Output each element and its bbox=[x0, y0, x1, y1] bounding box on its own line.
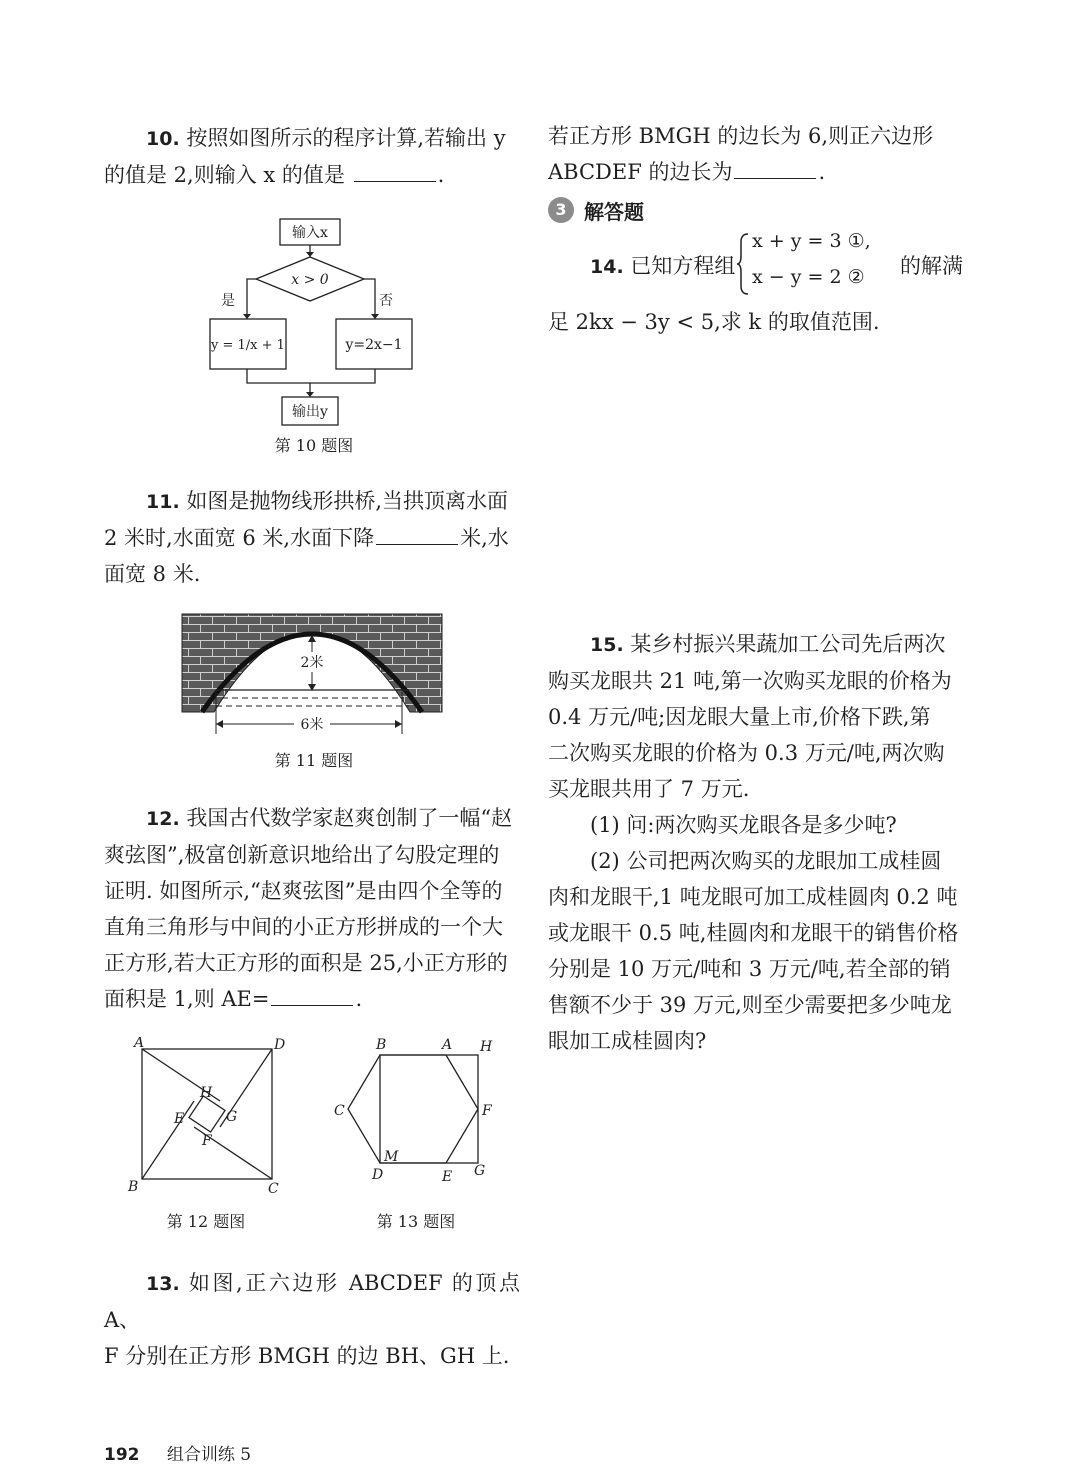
section-heading bbox=[548, 194, 644, 226]
q15-line4: 二次购买龙眼的价格为 0.3 万元/吨,两次购 bbox=[548, 741, 945, 765]
q12-number: 12. bbox=[146, 808, 180, 830]
system-brace-icon bbox=[736, 232, 750, 296]
q15-line3: 0.4 万元/吨;因龙眼大量上市,价格下跌,第 bbox=[548, 705, 931, 729]
q11-text3: 米,水 bbox=[460, 526, 509, 550]
q12-line5: 正方形,若大正方形的面积是 25,小正方形的 bbox=[104, 951, 508, 975]
section-title: 解答题 bbox=[584, 199, 644, 224]
q13-label-F: F bbox=[482, 1103, 492, 1119]
q15-part2-2: 肉和龙眼干,1 吨龙眼可加工成桂圆肉 0.2 吨 bbox=[548, 885, 958, 909]
q15-line5: 买龙眼共用了 7 万元. bbox=[548, 777, 750, 801]
q14-line2: 足 2kx − 3y < 5,求 k 的取值范围. bbox=[548, 310, 880, 334]
zhao-shuang-diagram bbox=[142, 1049, 272, 1179]
q12-q13-figures bbox=[104, 1037, 520, 1247]
page-number: 192 bbox=[104, 1445, 140, 1465]
q12-line2: 爽弦图”,极富创新意识地给出了勾股定理的 bbox=[104, 843, 500, 867]
q13-label-H: H bbox=[480, 1039, 493, 1055]
q10-period: . bbox=[437, 163, 445, 187]
q14-eq1: x + y = 3 ①, bbox=[752, 230, 871, 252]
q11-text2: 2 米时,水面宽 6 米,水面下降 bbox=[104, 526, 375, 550]
q15-text1: 某乡村振兴果蔬加工公司先后两次 bbox=[630, 632, 946, 656]
q13-line1 bbox=[104, 1265, 520, 1338]
q11-line2 bbox=[104, 520, 520, 556]
q13-label-A: A bbox=[442, 1037, 453, 1053]
left-column bbox=[104, 120, 520, 1374]
q12-line6 bbox=[104, 981, 520, 1017]
q13-label-D: D bbox=[372, 1167, 384, 1183]
q12-line3: 证明. 如图所示,“赵爽弦图”是由四个全等的 bbox=[104, 879, 503, 903]
q15-part2-4: 分别是 10 万元/吨和 3 万元/吨,若全部的销 bbox=[548, 957, 951, 981]
q13-line4 bbox=[548, 154, 966, 190]
q11-caption: 第 11 题图 bbox=[274, 751, 354, 770]
q12-label-C: C bbox=[268, 1181, 279, 1197]
page-footer bbox=[104, 1440, 251, 1465]
q15-part2-3: 或龙眼干 0.5 吨,桂圆肉和龙眼干的销售价格 bbox=[548, 921, 959, 945]
q11-text: 如图是抛物线形拱桥,当拱顶离水面 bbox=[186, 489, 509, 513]
q12-label-E: E bbox=[174, 1111, 185, 1127]
q14-lead bbox=[590, 250, 735, 280]
q13-label-M: M bbox=[384, 1149, 399, 1165]
q12-caption: 第 12 题图 bbox=[166, 1212, 246, 1231]
q12-text1: 我国古代数学家赵爽创制了一幅“赵 bbox=[186, 806, 513, 830]
q11-line3: 面宽 8 米. bbox=[104, 562, 201, 586]
q13-label-G: G bbox=[474, 1163, 486, 1179]
q13-label-E: E bbox=[442, 1169, 453, 1185]
bridge-width-label: 6米 bbox=[300, 717, 324, 733]
q15-part2-5: 售额不少于 39 万元,则至少需要把多少吨龙 bbox=[548, 993, 952, 1017]
q12-answer-blank[interactable] bbox=[271, 985, 353, 1006]
q12-label-H: H bbox=[200, 1085, 213, 1101]
q13-text4: ABCDEF 的边长为 bbox=[548, 160, 733, 184]
q12-label-F: F bbox=[202, 1133, 212, 1149]
q15-number: 15. bbox=[590, 634, 624, 656]
flow-cond-text: x > 0 bbox=[291, 272, 329, 288]
q10-line2 bbox=[104, 157, 520, 193]
q11-number: 11. bbox=[146, 491, 180, 513]
q13-period: . bbox=[818, 160, 826, 184]
q10-text: 按照如图所示的程序计算,若输出 y bbox=[186, 126, 506, 150]
flow-yes-label: 是 bbox=[221, 293, 235, 309]
q10-answer-blank[interactable] bbox=[354, 161, 436, 182]
q13-caption: 第 13 题图 bbox=[376, 1212, 456, 1231]
q13-line2: F 分别在正方形 BMGH 的边 BH、GH 上. bbox=[104, 1344, 510, 1368]
q12-label-B: B bbox=[128, 1179, 139, 1195]
q15-part2-6: 眼加工成桂圆肉? bbox=[548, 1029, 707, 1053]
q12-label-A: A bbox=[134, 1037, 145, 1051]
q13-line3: 若正方形 BMGH 的边长为 6,则正六边形 bbox=[548, 124, 934, 148]
q12-line1 bbox=[104, 800, 520, 837]
q15-line2: 购买龙眼共 21 吨,第一次购买龙眼的价格为 bbox=[548, 669, 952, 693]
q15-part2-1: (2) 公司把两次购买的龙眼加工成桂圆 bbox=[590, 849, 942, 873]
q12-label-G: G bbox=[226, 1109, 238, 1125]
footer-title: 组合训练 5 bbox=[166, 1445, 252, 1465]
section-number-badge: 3 bbox=[548, 197, 574, 223]
q12-text6: 面积是 1,则 AE= bbox=[104, 987, 270, 1011]
flow-right-text: y=2x−1 bbox=[345, 337, 403, 353]
q15 bbox=[548, 626, 966, 1059]
q11-arch-bridge bbox=[104, 608, 520, 788]
q15-line1 bbox=[548, 626, 966, 663]
q11-line1 bbox=[104, 483, 520, 520]
q10-caption: 第 10 题图 bbox=[274, 436, 354, 455]
q13-number: 13. bbox=[146, 1273, 180, 1295]
q13-text1: 如图,正六边形 ABCDEF 的顶点 A、 bbox=[104, 1271, 520, 1332]
q11-answer-blank[interactable] bbox=[376, 524, 458, 545]
q14 bbox=[548, 232, 968, 336]
q10-text2: 的值是 2,则输入 x 的值是 bbox=[104, 163, 345, 187]
q10-flowchart bbox=[104, 199, 520, 461]
q14-tail: 的解满 bbox=[900, 254, 963, 278]
hexagon-square-diagram bbox=[348, 1055, 478, 1163]
q14-eq2: x − y = 2 ② bbox=[752, 266, 865, 288]
q12-line4: 直角三角形与中间的小正方形拼成的一个大 bbox=[104, 915, 503, 939]
flow-output-text: 输出y bbox=[292, 404, 328, 420]
q14-lead-text: 已知方程组 bbox=[630, 254, 736, 278]
right-column bbox=[548, 118, 966, 190]
q13-answer-blank[interactable] bbox=[734, 158, 816, 179]
flow-no-label: 否 bbox=[379, 293, 393, 309]
flow-left-text: y = 1/x + 1 bbox=[211, 338, 285, 353]
q12-period: . bbox=[355, 987, 363, 1011]
q15-part1: (1) 问:两次购买龙眼各是多少吨? bbox=[590, 813, 897, 837]
q13-label-B: B bbox=[376, 1037, 387, 1053]
q12-label-D: D bbox=[274, 1037, 286, 1053]
q10-number: 10. bbox=[146, 128, 180, 150]
flow-input-text: 输入x bbox=[292, 225, 328, 241]
q14-number: 14. bbox=[590, 256, 624, 278]
q14-equation-row bbox=[548, 232, 968, 300]
bridge-height-label: 2米 bbox=[300, 655, 324, 671]
q10-line1 bbox=[104, 120, 520, 157]
q13-label-C: C bbox=[334, 1103, 345, 1119]
